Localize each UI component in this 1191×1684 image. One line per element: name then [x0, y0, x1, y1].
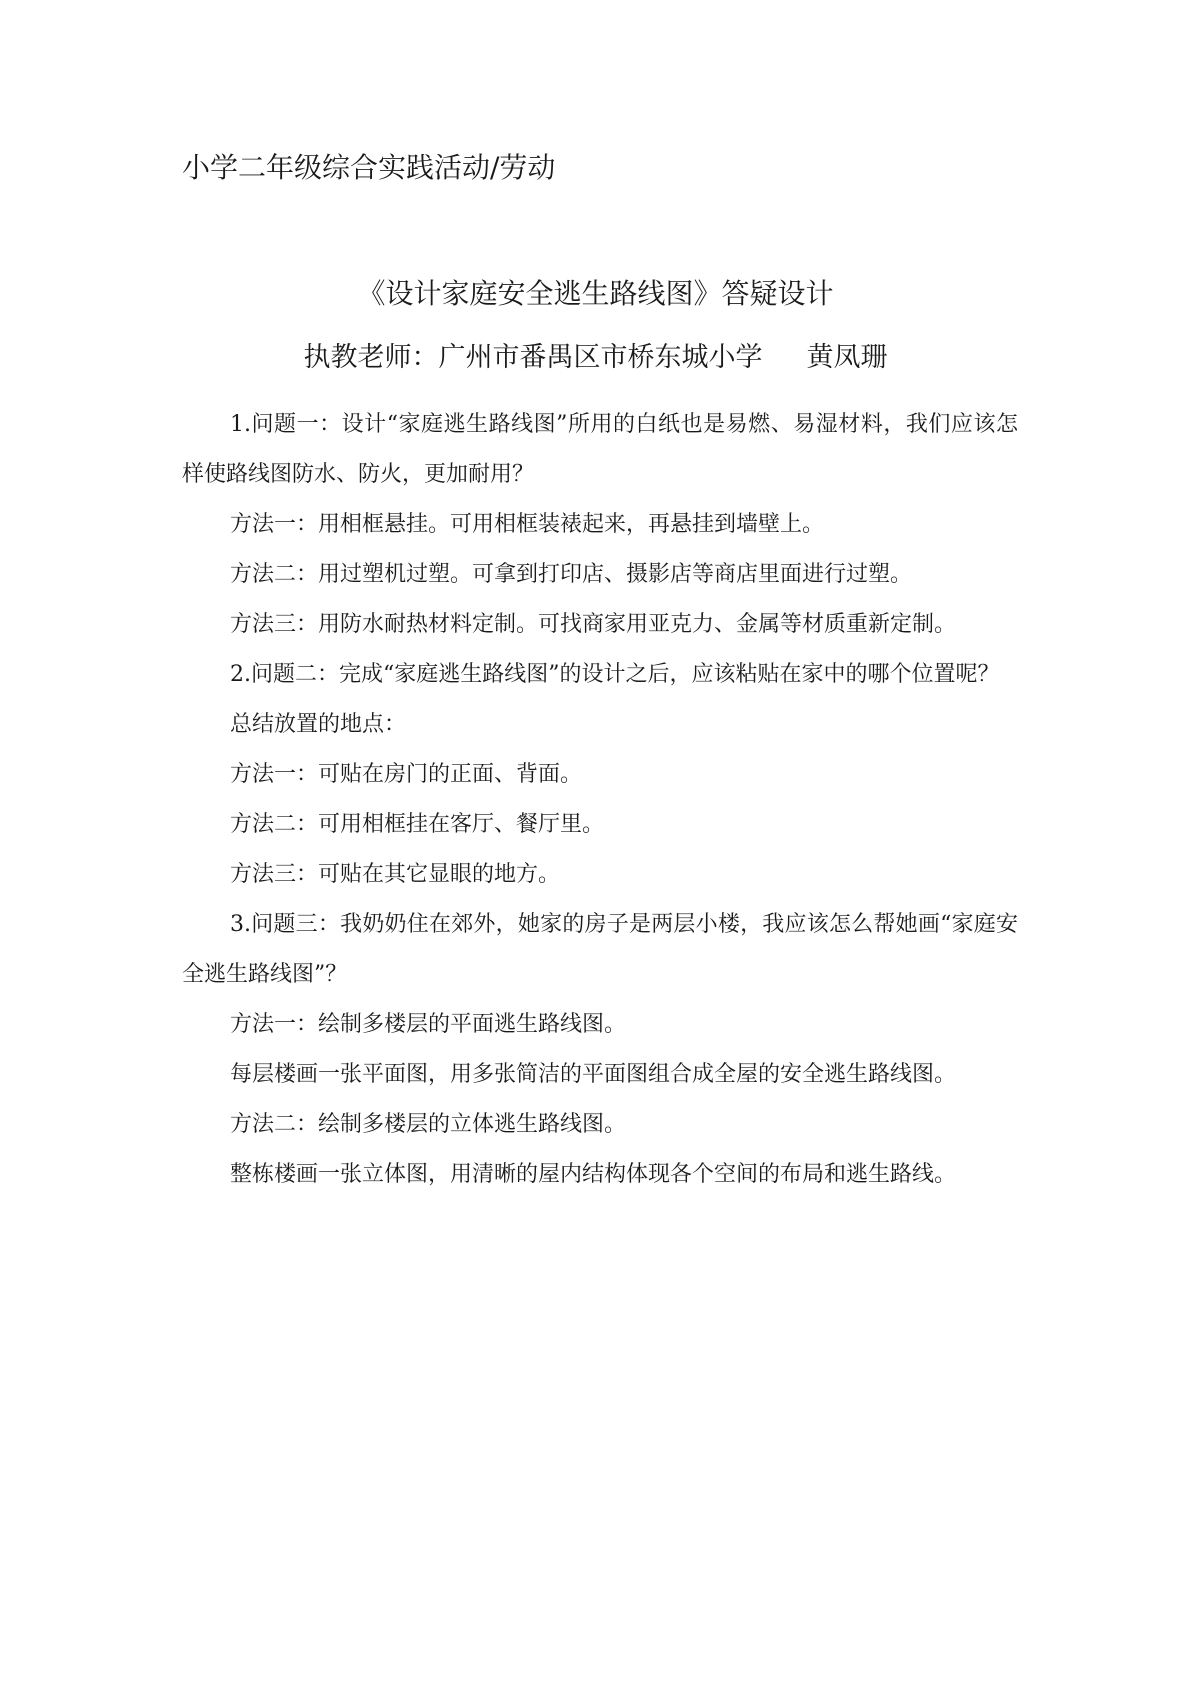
paragraph: 总结放置的地点：	[230, 712, 407, 737]
paragraph: 方法一：绘制多楼层的平面逃生路线图。	[230, 1012, 627, 1037]
subject-header: 小学二年级综合实践活动/劳动	[182, 151, 556, 184]
paragraph: 方法二：用过塑机过塑。可拿到打印店、摄影店等商店里面进行过塑。	[230, 562, 913, 587]
teacher-line	[0, 340, 1191, 376]
paragraph: 方法一：用相框悬挂。可用相框装裱起来，再悬挂到墙壁上。	[230, 512, 825, 537]
document-body	[182, 400, 1018, 1200]
paragraph-question-1: 1.问题一：设计“家庭逃生路线图”所用的白纸也是易燃、易湿材料，我们应该怎样使路线图防水、防火，更加耐用？	[182, 412, 1018, 487]
teacher-name: 黄凤珊	[806, 342, 888, 373]
paragraph: 方法三：可贴在其它显眼的地方。	[230, 862, 561, 887]
paragraph: 方法二：可用相框挂在客厅、餐厅里。	[230, 812, 605, 837]
paragraph: 方法二：绘制多楼层的立体逃生路线图。	[230, 1112, 627, 1137]
paragraph: 每层楼画一张平面图，用多张简洁的平面图组合成全屋的安全逃生路线图。	[230, 1062, 957, 1087]
paragraph-question-3: 3.问题三：我奶奶住在郊外，她家的房子是两层小楼，我应该怎么帮她画“家庭安全逃生路线图”？	[182, 912, 1018, 987]
paragraph: 方法三：用防水耐热材料定制。可找商家用亚克力、金属等材质重新定制。	[230, 612, 957, 637]
paragraph: 整栋楼画一张立体图，用清晰的屋内结构体现各个空间的布局和逃生路线。	[230, 1162, 957, 1187]
document-title: 《设计家庭安全逃生路线图》答疑设计	[357, 277, 834, 310]
paragraph: 方法一：可贴在房门的正面、背面。	[230, 762, 583, 787]
paragraph-question-2: 2.问题二：完成“家庭逃生路线图”的设计之后，应该粘贴在家中的哪个位置呢？	[230, 662, 1000, 687]
teacher-label: 执教老师：广州市番禺区市桥东城小学	[303, 342, 763, 373]
